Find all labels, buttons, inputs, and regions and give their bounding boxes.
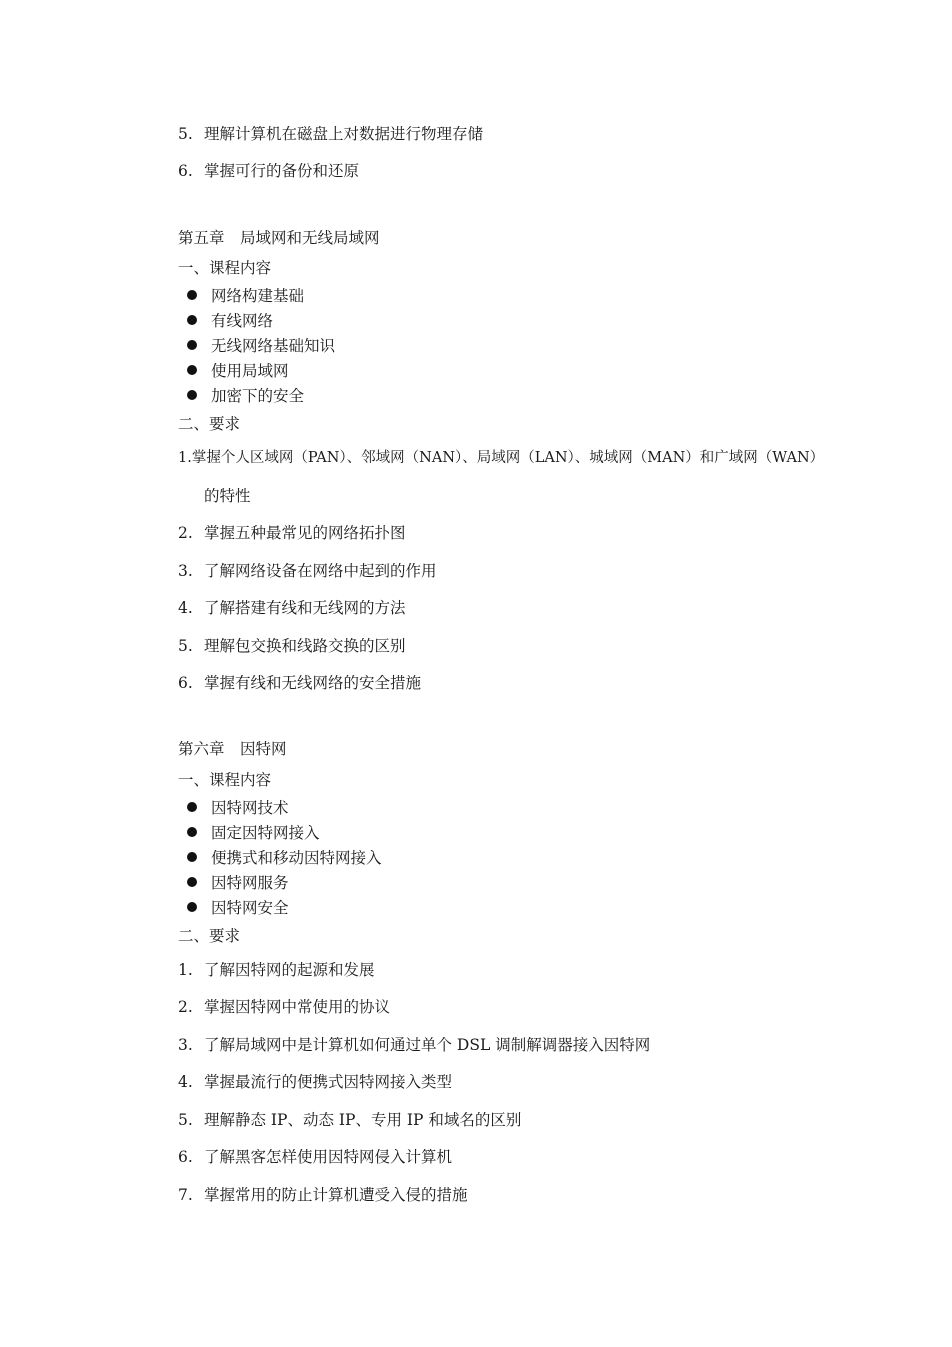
chapter6-bullet-2: 固定因特网接入	[187, 823, 320, 843]
pre-item-6: 6. 掌握可行的备份和还原	[178, 162, 360, 180]
chapter5-req-2: 2. 掌握五种最常见的网络拓扑图	[178, 524, 406, 542]
chapter5-req-4: 4. 了解搭建有线和无线网的方法	[178, 599, 406, 617]
chapter6-req-4: 4. 掌握最流行的便携式因特网接入类型	[178, 1073, 453, 1091]
bullet-icon	[187, 902, 197, 912]
bullet-icon	[187, 827, 197, 837]
chapter6-req-7: 7. 掌握常用的防止计算机遭受入侵的措施	[178, 1186, 468, 1204]
bullet-icon	[187, 390, 197, 400]
bullet-icon	[187, 852, 197, 862]
chapter5-content-heading: 一、课程内容	[178, 259, 272, 277]
chapter6-req-5: 5. 理解静态 IP、动态 IP、专用 IP 和域名的区别	[178, 1111, 522, 1129]
chapter6-bullet-5: 因特网安全	[187, 898, 289, 918]
chapter5-bullet-1: 网络构建基础	[187, 286, 304, 306]
chapter5-req-1-cont: 的特性	[204, 487, 251, 505]
bullet-icon	[187, 365, 197, 375]
chapter6-req-3: 3. 了解局域网中是计算机如何通过单个 DSL 调制解调器接入因特网	[178, 1036, 651, 1054]
chapter6-req-6: 6. 了解黑客怎样使用因特网侵入计算机	[178, 1148, 453, 1166]
pre-item-5: 5. 理解计算机在磁盘上对数据进行物理存储	[178, 125, 484, 143]
chapter6-req-1: 1. 了解因特网的起源和发展	[178, 961, 375, 979]
bullet-icon	[187, 877, 197, 887]
bullet-icon	[187, 315, 197, 325]
bullet-icon	[187, 802, 197, 812]
chapter6-bullet-3: 便携式和移动因特网接入	[187, 848, 382, 868]
chapter5-req-6: 6. 掌握有线和无线网络的安全措施	[178, 674, 422, 692]
chapter5-title: 第五章 局域网和无线局域网	[178, 229, 380, 247]
chapter6-content-heading: 一、课程内容	[178, 771, 272, 789]
bullet-icon	[187, 290, 197, 300]
chapter5-bullet-4: 使用局域网	[187, 361, 289, 381]
chapter6-req-heading: 二、要求	[178, 927, 241, 945]
chapter5-req-3: 3. 了解网络设备在网络中起到的作用	[178, 562, 437, 580]
chapter6-title: 第六章 因特网	[178, 740, 287, 758]
chapter5-bullet-3: 无线网络基础知识	[187, 336, 335, 356]
chapter5-bullet-5: 加密下的安全	[187, 386, 304, 406]
chapter6-bullet-4: 因特网服务	[187, 873, 289, 893]
chapter5-bullet-2: 有线网络	[187, 311, 273, 331]
bullet-icon	[187, 340, 197, 350]
chapter6-req-2: 2. 掌握因特网中常使用的协议	[178, 998, 391, 1016]
chapter6-bullet-1: 因特网技术	[187, 798, 289, 818]
chapter5-req-heading: 二、要求	[178, 415, 241, 433]
chapter5-req-5: 5. 理解包交换和线路交换的区别	[178, 637, 406, 655]
chapter5-req-1: 1.掌握个人区域网（PAN）、邻域网（NAN）、局域网（LAN）、城域网（MAN）和广域网（WAN）	[178, 450, 825, 466]
